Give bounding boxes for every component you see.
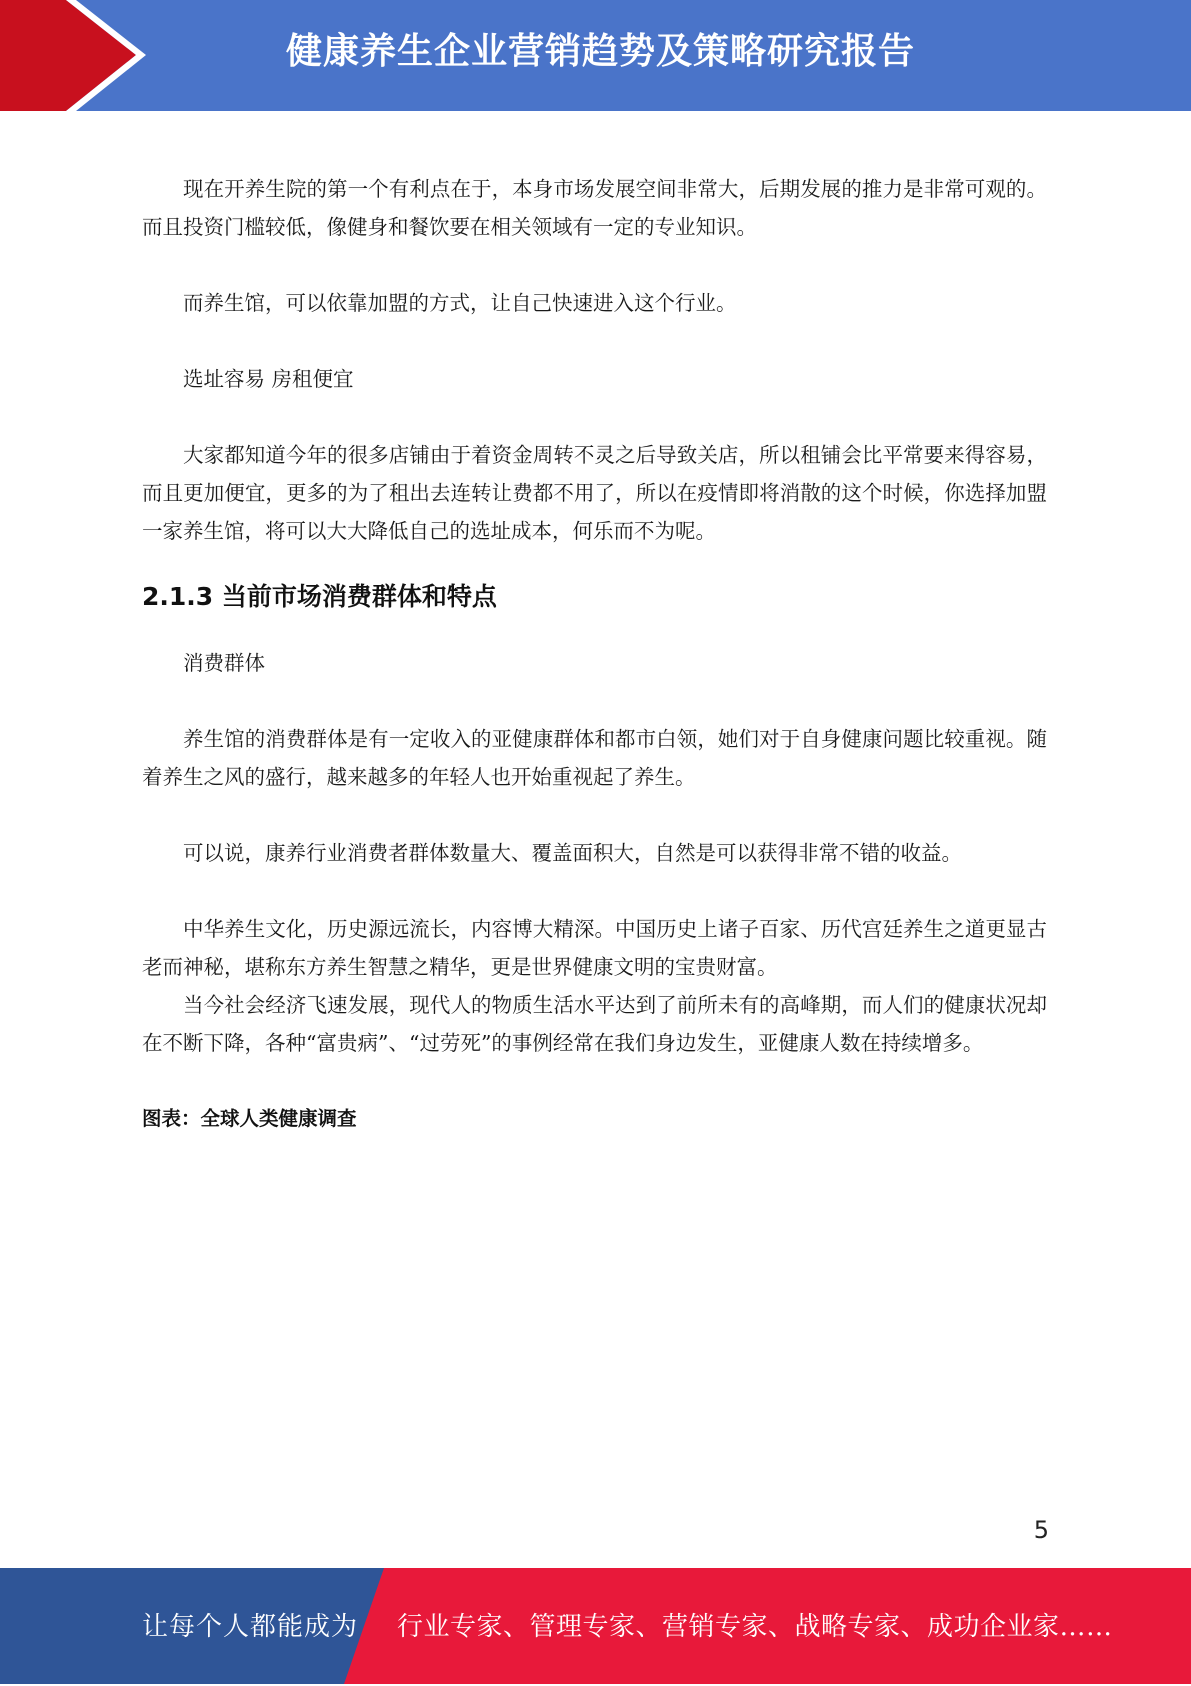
footer-slogan-left: 让每个人都能成为 (142, 1612, 359, 1642)
paragraph: 可以说，康养行业消费者群体数量大、覆盖面积大，自然是可以获得非常不错的收益。 (183, 841, 962, 865)
paragraph: 大家都知道今年的很多店铺由于着资金周转不灵之后导致关店，所以租铺会比平常要来得容易，而且更加便宜，更多的为了租出去连转让费都不用了，所以在疫情即将消散的这个时候，你选择加盟一家养生馆，将可以大大降低自己的选址成本，何乐而不为呢。 (142, 443, 1047, 543)
footer-slogan-right: 行业专家、管理专家、营销专家、战略专家、成功企业家…… (397, 1612, 1113, 1642)
paragraph: 选址容易 房租便宜 (183, 367, 354, 391)
chevron-arrow-decoration (0, 0, 160, 111)
page-number: 5 (1033, 1516, 1049, 1544)
figure-caption: 图表：全球人类健康调查 (142, 1107, 357, 1130)
paragraph: 养生馆的消费群体是有一定收入的亚健康群体和都市白领，她们对于自身健康问题比较重视。随着养生之风的盛行，越来越多的年轻人也开始重视起了养生。 (142, 727, 1047, 789)
header-banner (0, 0, 1191, 111)
paragraph: 消费群体 (183, 651, 265, 675)
paragraph: 而养生馆，可以依靠加盟的方式，让自己快速进入这个行业。 (183, 291, 737, 315)
paragraph: 当今社会经济飞速发展，现代人的物质生活水平达到了前所未有的高峰期，而人们的健康状况却在不断下降，各种“富贵病”、“过劳死”的事例经常在我们身边发生，亚健康人数在持续增多。 (142, 993, 1047, 1055)
section-heading: 2.1.3 当前市场消费群体和特点 (142, 582, 497, 611)
footer-banner (0, 1568, 1191, 1684)
paragraph: 中华养生文化，历史源远流长，内容博大精深。中国历史上诸子百家、历代宫廷养生之道更显古老而神秘，堪称东方养生智慧之精华，更是世界健康文明的宝贵财富。 (142, 917, 1047, 979)
document-title: 健康养生企业营销趋势及策略研究报告 (285, 31, 915, 72)
document-body (142, 170, 1047, 1138)
paragraph: 现在开养生院的第一个有利点在于，本身市场发展空间非常大，后期发展的推力是非常可观的。而且投资门槛较低，像健身和餐饮要在相关领域有一定的专业知识。 (142, 177, 1047, 239)
